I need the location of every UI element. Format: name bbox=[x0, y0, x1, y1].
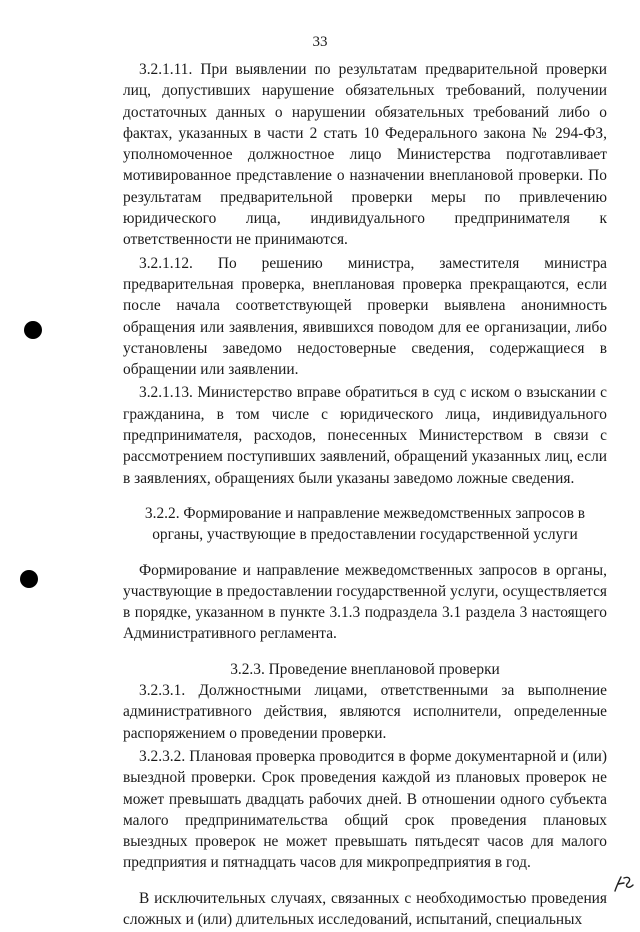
paragraph-3-2-1-12: 3.2.1.12. По решению министра, заместителя министра предварительная проверка, внеплановая проверка прекращаются, если после начала соответствующей проверки выявлена анонимность обращения или заявления, явившихся поводом для ее организации, либо установлены заведомо недостоверные сведения, содержащиеся в обращении или заявлении. bbox=[123, 254, 607, 379]
handwritten-initials bbox=[612, 873, 636, 895]
paragraph-3-2-1-13: 3.2.1.13. Министерство вправе обратиться в суд с иском о взыскании с гражданина, в том числе с юридического лица, индивидуального предпринимателя, расходов, понесенных Министерством в связи с рассмотрением поступивших заявлений, обращений указанных лиц, если в заявлениях, обращениях были указаны заведомо ложные сведения. bbox=[123, 384, 607, 487]
page-number: 33 bbox=[312, 34, 328, 50]
paragraph-3-2-3-2: 3.2.3.2. Плановая проверка проводится в форме документарной и (или) выездной проверки. Срок проведения каждой из плановых проверок не может превышать двадцать рабочих дней. В отношении одного субъекта малого предпринимательства общий срок проведения плановых выездных проверок не может превышать пятьдесят часов для малого предприятия и пятнадцать часов для микропредприятия в год. bbox=[123, 747, 607, 872]
heading-3-2-2: 3.2.2. Формирование и направление межведомственных запросов в органы, участвующие в предоставлении государственной услуги bbox=[144, 504, 586, 544]
paragraph-exceptional-cases: В исключительных случаях, связанных с необходимостью проведения сложных и (или) длительных исследований, испытаний, специальных bbox=[123, 889, 607, 928]
punch-hole-upper bbox=[24, 321, 42, 339]
document-body bbox=[123, 59, 607, 932]
paragraph-interagency-requests: Формирование и направление межведомственных запросов в органы, участвующие в предоставлении государственной услуги, осуществляется в порядке, указанном в пункте 3.1.3 подраздела 3.1 раздела 3 настоящего Административного регламента. bbox=[123, 561, 607, 643]
punch-hole-lower bbox=[20, 570, 38, 588]
heading-3-2-3: 3.2.3. Проведение внеплановой проверки bbox=[230, 660, 500, 678]
paragraph-3-2-1-11: 3.2.1.11. При выявлении по результатам предварительной проверки лиц, допустивших нарушение обязательных требований, получении достаточных данных о нарушении обязательных требований либо о фактах, указанных в части 2 стать 10 Федерального закона № 294-ФЗ, уполномоченное должностное лицо Министерства подготавливает мотивированное представление о назначении внеплановой проверки. По результатам предварительной проверки меры по привлечению юридического лица, индивидуального предпринимателя к ответственности не принимаются. bbox=[123, 61, 607, 249]
paragraph-3-2-3-1: 3.2.3.1. Должностными лицами, ответственными за выполнение административного действия, являются исполнители, определенные распоряжением о проведении проверки. bbox=[123, 682, 607, 742]
